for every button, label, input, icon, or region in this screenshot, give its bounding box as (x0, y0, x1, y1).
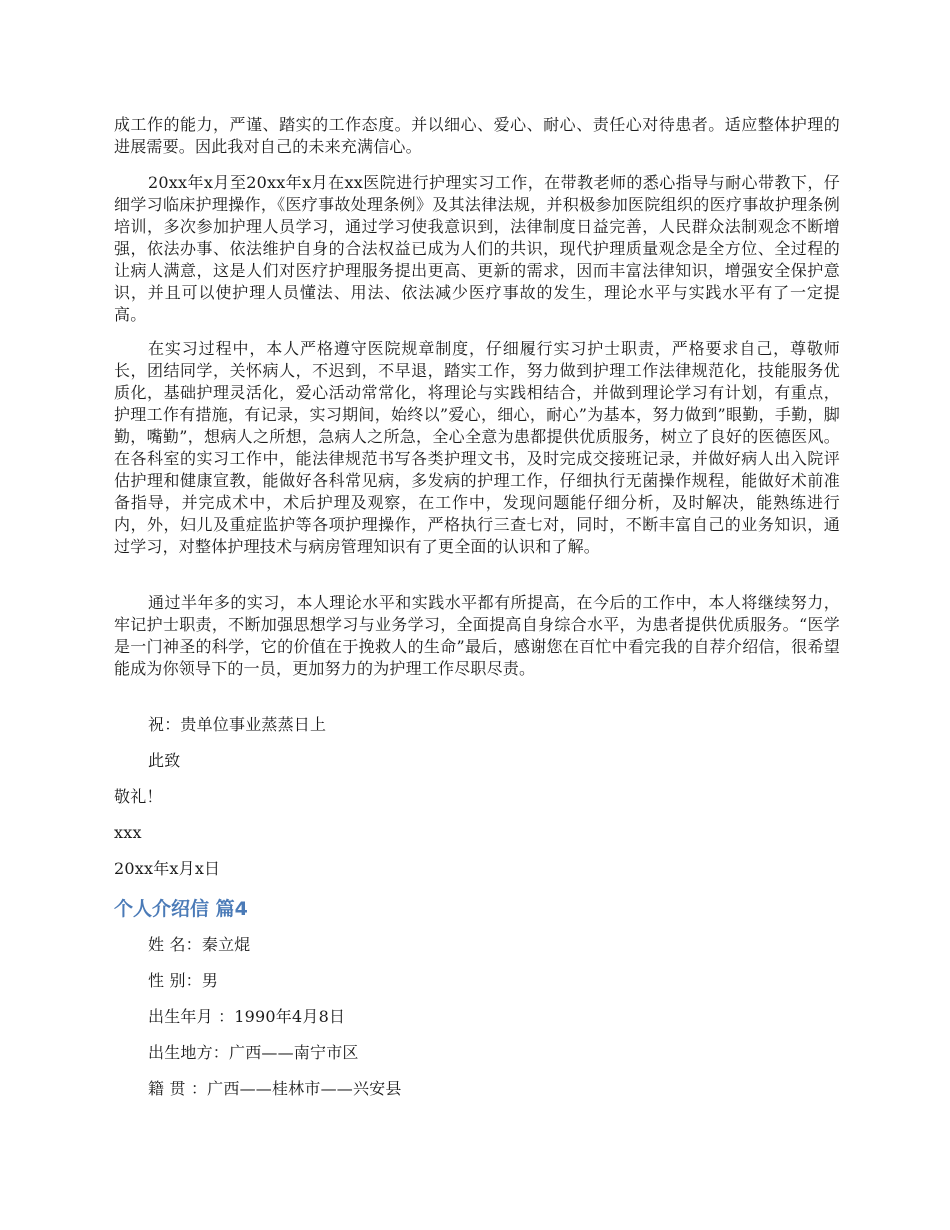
closing-cizhi: 此致 (148, 751, 181, 770)
closing-salute: 敬礼！ (114, 787, 163, 806)
signature-name: xxx (114, 823, 142, 842)
paragraph-intro-continuation: 成工作的能力，严谨、踏实的工作态度。并以细心、爱心、耐心、责任心对待患者。适应整体护理的进展需要。因此我对自己的未来充满信心。 (114, 115, 840, 156)
signature-date: 20xx年x月x日 (114, 859, 221, 878)
profile-gender: 性 别：男 (148, 971, 219, 990)
paragraph-internship-law: 20xx年x月至20xx年x月在xx医院进行护理实习工作，在带教老师的悉心指导与耐心带教下，仔细学习临床护理操作，《医疗事故处理条例》及其法律法规，并积极参加医院组织的医疗事故护理条例培训，多次参加护理人员学习，通过学习使我意识到，法律制度日益完善，人民群众法制观念不断增强，依法办事、依法维护自身的合法权益已成为人们的共识，现代护理质量观念是全方位、全过程的让病人满意，这是人们对医疗护理服务提出更高、更新的需求，因而丰富法律知识，增强安全保护意识，并且可以使护理人员懂法、用法、依法减少医疗事故的发生，理论水平与实践水平有了一定提高。 (114, 173, 840, 324)
profile-birth-date: 出生年月 ：1990年4月8日 (148, 1007, 346, 1026)
closing-wish: 祝：贵单位事业蒸蒸日上 (148, 715, 327, 734)
profile-name: 姓 名：秦立焜 (148, 935, 251, 954)
profile-birthplace: 出生地方：广西——南宁市区 (148, 1043, 359, 1062)
paragraph-internship-process: 在实习过程中，本人严格遵守医院规章制度，仔细履行实习护士职责，严格要求自己，尊敬师长，团结同学，关怀病人，不迟到，不早退，踏实工作，努力做到护理工作法律规范化，技能服务优质化，基础护理灵活化，爱心活动常常化，将理论与实践相结合，并做到理论学习有计划，有重点，护理工作有措施，有记录，实习期间，始终以”爱心，细心，耐心”为基本，努力做到”眼勤，手勤，脚勤，嘴勤”，想病人之所想，急病人之所急，全心全意为患都提供优质服务，树立了良好的医德医风。在各科室的实习工作中，能法律规范书写各类护理文书，及时完成交接班记录，并做好病人出入院评估护理和健康宣教，能做好各科常见病，多发病的护理工作，仔细执行无菌操作规程，能做好术前准备指导，并完成术中，术后护理及观察，在工作中，发现问题能仔细分析，及时解决，能熟练进行内，外，妇儿及重症监护等各项护理操作，严格执行三查七对，同时，不断丰富自己的业务知识，通过学习，对整体护理技术与病房管理知识有了更全面的认识和了解。 (114, 339, 840, 556)
profile-native-place: 籍 贯 ：广西——桂林市——兴安县 (148, 1079, 402, 1098)
paragraph-conclusion: 通过半年多的实习，本人理论水平和实践水平都有所提高，在今后的工作中，本人将继续努力，牢记护士职责，不断加强思想学习与业务学习，全面提高自身综合水平，为患者提供优质服务。“医学是一门神圣的科学，它的价值在于挽救人的生命”最后，感谢您在百忙中看完我的自荐介绍信，很希望能成为你领导下的一员，更加努力的为护理工作尽职尽责。 (114, 593, 840, 678)
section-heading: 个人介绍信 篇4 (114, 898, 248, 920)
